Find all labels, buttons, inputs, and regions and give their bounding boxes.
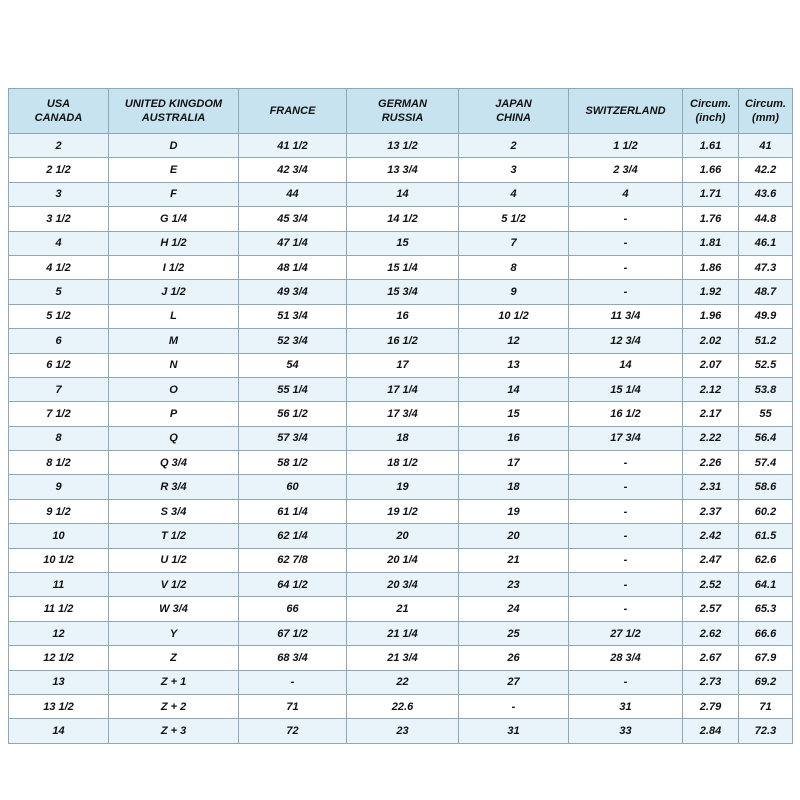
- cell-uk-australia: M: [109, 329, 239, 353]
- cell-circum-mm: 42.2: [739, 158, 793, 182]
- header-line: GERMAN: [378, 97, 427, 110]
- cell-german-russia: 15 3/4: [347, 280, 459, 304]
- cell-uk-australia: Z: [109, 646, 239, 670]
- cell-circum-inch: 2.37: [683, 499, 739, 523]
- cell-france: 62 1/4: [239, 524, 347, 548]
- cell-switzerland: 16 1/2: [569, 402, 683, 426]
- cell-japan-china: 31: [459, 719, 569, 743]
- cell-circum-mm: 57.4: [739, 451, 793, 475]
- header-line: SWITZERLAND: [585, 104, 666, 117]
- cell-usa-canada: 9: [9, 475, 109, 499]
- header-line: (inch): [695, 112, 726, 124]
- table-row: [9, 621, 793, 645]
- header-line: CANADA: [34, 112, 83, 124]
- table-row: [9, 573, 793, 597]
- cell-france: 68 3/4: [239, 646, 347, 670]
- cell-german-russia: 14: [347, 182, 459, 206]
- table-row: [9, 280, 793, 304]
- cell-circum-mm: 72.3: [739, 719, 793, 743]
- cell-usa-canada: 2 1/2: [9, 158, 109, 182]
- cell-usa-canada: 6 1/2: [9, 353, 109, 377]
- cell-switzerland: 4: [569, 182, 683, 206]
- cell-circum-mm: 48.7: [739, 280, 793, 304]
- table-row: [9, 499, 793, 523]
- header-line: AUSTRALIA: [141, 112, 206, 124]
- cell-switzerland: 1 1/2: [569, 134, 683, 158]
- cell-circum-inch: 2.57: [683, 597, 739, 621]
- cell-japan-china: 25: [459, 621, 569, 645]
- table-row: [9, 548, 793, 572]
- cell-japan-china: 17: [459, 451, 569, 475]
- cell-uk-australia: S 3/4: [109, 499, 239, 523]
- cell-japan-china: 14: [459, 377, 569, 401]
- cell-german-russia: 18: [347, 426, 459, 450]
- cell-circum-mm: 46.1: [739, 231, 793, 255]
- header-line: FRANCE: [269, 104, 316, 117]
- header-line: JAPAN: [495, 97, 532, 110]
- table-row: [9, 719, 793, 743]
- cell-switzerland: 27 1/2: [569, 621, 683, 645]
- table-row: [9, 475, 793, 499]
- cell-switzerland: 17 3/4: [569, 426, 683, 450]
- cell-usa-canada: 10 1/2: [9, 548, 109, 572]
- cell-circum-inch: 2.26: [683, 451, 739, 475]
- cell-german-russia: 17: [347, 353, 459, 377]
- cell-usa-canada: 2: [9, 134, 109, 158]
- cell-japan-china: 18: [459, 475, 569, 499]
- cell-switzerland: 15 1/4: [569, 377, 683, 401]
- cell-uk-australia: D: [109, 134, 239, 158]
- cell-japan-china: 21: [459, 548, 569, 572]
- cell-circum-inch: 2.17: [683, 402, 739, 426]
- cell-circum-mm: 71: [739, 694, 793, 718]
- cell-german-russia: 19 1/2: [347, 499, 459, 523]
- cell-switzerland: -: [569, 451, 683, 475]
- cell-france: 62 7/8: [239, 548, 347, 572]
- cell-german-russia: 18 1/2: [347, 451, 459, 475]
- cell-uk-australia: V 1/2: [109, 573, 239, 597]
- cell-switzerland: 12 3/4: [569, 329, 683, 353]
- cell-uk-australia: Z + 2: [109, 694, 239, 718]
- table-row: [9, 451, 793, 475]
- cell-france: -: [239, 670, 347, 694]
- cell-circum-inch: 2.79: [683, 694, 739, 718]
- cell-japan-china: 2: [459, 134, 569, 158]
- cell-france: 64 1/2: [239, 573, 347, 597]
- cell-circum-mm: 55: [739, 402, 793, 426]
- cell-japan-china: 16: [459, 426, 569, 450]
- cell-circum-inch: 1.92: [683, 280, 739, 304]
- cell-german-russia: 17 3/4: [347, 402, 459, 426]
- cell-uk-australia: W 3/4: [109, 597, 239, 621]
- cell-switzerland: 2 3/4: [569, 158, 683, 182]
- header-line: (mm): [752, 112, 779, 124]
- cell-uk-australia: P: [109, 402, 239, 426]
- header-switzerland: [569, 89, 683, 134]
- table-row: [9, 231, 793, 255]
- table-header-row: [9, 89, 793, 134]
- cell-uk-australia: Q: [109, 426, 239, 450]
- cell-france: 57 3/4: [239, 426, 347, 450]
- cell-circum-mm: 49.9: [739, 304, 793, 328]
- cell-german-russia: 20 1/4: [347, 548, 459, 572]
- cell-circum-mm: 67.9: [739, 646, 793, 670]
- cell-france: 44: [239, 182, 347, 206]
- cell-circum-inch: 1.86: [683, 255, 739, 279]
- table-row: [9, 255, 793, 279]
- header-line: Circum.: [745, 97, 786, 110]
- cell-german-russia: 20 3/4: [347, 573, 459, 597]
- cell-france: 49 3/4: [239, 280, 347, 304]
- cell-switzerland: -: [569, 573, 683, 597]
- table-row: [9, 304, 793, 328]
- cell-japan-china: 15: [459, 402, 569, 426]
- cell-switzerland: -: [569, 499, 683, 523]
- cell-german-russia: 17 1/4: [347, 377, 459, 401]
- cell-circum-mm: 66.6: [739, 621, 793, 645]
- cell-circum-mm: 41: [739, 134, 793, 158]
- cell-france: 67 1/2: [239, 621, 347, 645]
- cell-switzerland: -: [569, 231, 683, 255]
- header-japan-china: [459, 89, 569, 134]
- cell-circum-mm: 65.3: [739, 597, 793, 621]
- cell-circum-inch: 1.71: [683, 182, 739, 206]
- cell-german-russia: 21 1/4: [347, 621, 459, 645]
- cell-switzerland: -: [569, 280, 683, 304]
- cell-japan-china: 12: [459, 329, 569, 353]
- cell-japan-china: 23: [459, 573, 569, 597]
- cell-circum-mm: 60.2: [739, 499, 793, 523]
- header-german-russia: [347, 89, 459, 134]
- cell-uk-australia: Y: [109, 621, 239, 645]
- cell-usa-canada: 8: [9, 426, 109, 450]
- cell-usa-canada: 13: [9, 670, 109, 694]
- header-usa-canada: [9, 89, 109, 134]
- cell-circum-inch: 1.66: [683, 158, 739, 182]
- cell-japan-china: 19: [459, 499, 569, 523]
- cell-usa-canada: 11: [9, 573, 109, 597]
- cell-switzerland: -: [569, 524, 683, 548]
- header-line: RUSSIA: [381, 112, 424, 124]
- cell-circum-mm: 56.4: [739, 426, 793, 450]
- cell-uk-australia: T 1/2: [109, 524, 239, 548]
- cell-france: 45 3/4: [239, 207, 347, 231]
- cell-circum-mm: 53.8: [739, 377, 793, 401]
- cell-circum-inch: 2.31: [683, 475, 739, 499]
- cell-france: 71: [239, 694, 347, 718]
- cell-german-russia: 13 3/4: [347, 158, 459, 182]
- table-row: [9, 402, 793, 426]
- ring-size-table: [8, 88, 793, 744]
- cell-japan-china: 10 1/2: [459, 304, 569, 328]
- cell-circum-inch: 2.47: [683, 548, 739, 572]
- cell-japan-china: 8: [459, 255, 569, 279]
- cell-switzerland: -: [569, 255, 683, 279]
- cell-uk-australia: Z + 1: [109, 670, 239, 694]
- cell-france: 41 1/2: [239, 134, 347, 158]
- cell-france: 60: [239, 475, 347, 499]
- cell-circum-mm: 61.5: [739, 524, 793, 548]
- table-row: [9, 670, 793, 694]
- cell-german-russia: 14 1/2: [347, 207, 459, 231]
- cell-german-russia: 19: [347, 475, 459, 499]
- cell-france: 72: [239, 719, 347, 743]
- cell-usa-canada: 7: [9, 377, 109, 401]
- cell-switzerland: -: [569, 548, 683, 572]
- table-row: [9, 426, 793, 450]
- cell-france: 51 3/4: [239, 304, 347, 328]
- cell-german-russia: 16: [347, 304, 459, 328]
- table-row: [9, 329, 793, 353]
- table-row: [9, 182, 793, 206]
- table-row: [9, 646, 793, 670]
- cell-usa-canada: 4: [9, 231, 109, 255]
- table-row: [9, 694, 793, 718]
- cell-usa-canada: 12: [9, 621, 109, 645]
- cell-uk-australia: J 1/2: [109, 280, 239, 304]
- cell-japan-china: 20: [459, 524, 569, 548]
- cell-german-russia: 23: [347, 719, 459, 743]
- cell-france: 56 1/2: [239, 402, 347, 426]
- cell-german-russia: 15 1/4: [347, 255, 459, 279]
- header-line: CHINA: [496, 112, 531, 124]
- cell-usa-canada: 4 1/2: [9, 255, 109, 279]
- cell-circum-inch: 2.62: [683, 621, 739, 645]
- cell-uk-australia: Z + 3: [109, 719, 239, 743]
- cell-japan-china: 4: [459, 182, 569, 206]
- cell-usa-canada: 13 1/2: [9, 694, 109, 718]
- cell-switzerland: 31: [569, 694, 683, 718]
- cell-circum-inch: 1.76: [683, 207, 739, 231]
- cell-japan-china: 13: [459, 353, 569, 377]
- cell-japan-china: 5 1/2: [459, 207, 569, 231]
- cell-circum-inch: 2.02: [683, 329, 739, 353]
- cell-circum-inch: 1.61: [683, 134, 739, 158]
- header-france: [239, 89, 347, 134]
- table-body: [9, 134, 793, 744]
- cell-uk-australia: Q 3/4: [109, 451, 239, 475]
- cell-usa-canada: 8 1/2: [9, 451, 109, 475]
- cell-switzerland: -: [569, 597, 683, 621]
- cell-france: 61 1/4: [239, 499, 347, 523]
- cell-switzerland: 28 3/4: [569, 646, 683, 670]
- cell-circum-mm: 62.6: [739, 548, 793, 572]
- cell-france: 52 3/4: [239, 329, 347, 353]
- cell-usa-canada: 10: [9, 524, 109, 548]
- cell-uk-australia: R 3/4: [109, 475, 239, 499]
- cell-uk-australia: N: [109, 353, 239, 377]
- table-row: [9, 524, 793, 548]
- cell-circum-inch: 1.96: [683, 304, 739, 328]
- header-circum-inch: [683, 89, 739, 134]
- cell-france: 54: [239, 353, 347, 377]
- cell-france: 48 1/4: [239, 255, 347, 279]
- table-row: [9, 377, 793, 401]
- cell-uk-australia: F: [109, 182, 239, 206]
- cell-switzerland: 11 3/4: [569, 304, 683, 328]
- cell-france: 55 1/4: [239, 377, 347, 401]
- cell-circum-inch: 2.12: [683, 377, 739, 401]
- cell-usa-canada: 5: [9, 280, 109, 304]
- header-line: Circum.: [690, 97, 731, 110]
- cell-circum-mm: 58.6: [739, 475, 793, 499]
- cell-usa-canada: 11 1/2: [9, 597, 109, 621]
- cell-france: 58 1/2: [239, 451, 347, 475]
- cell-circum-inch: 2.52: [683, 573, 739, 597]
- cell-usa-canada: 14: [9, 719, 109, 743]
- cell-german-russia: 20: [347, 524, 459, 548]
- cell-japan-china: 3: [459, 158, 569, 182]
- cell-circum-mm: 69.2: [739, 670, 793, 694]
- cell-circum-inch: 2.22: [683, 426, 739, 450]
- cell-switzerland: -: [569, 670, 683, 694]
- cell-switzerland: -: [569, 475, 683, 499]
- table-row: [9, 207, 793, 231]
- cell-uk-australia: U 1/2: [109, 548, 239, 572]
- cell-france: 66: [239, 597, 347, 621]
- cell-german-russia: 22.6: [347, 694, 459, 718]
- header-line: UNITED KINGDOM: [124, 97, 223, 110]
- cell-usa-canada: 12 1/2: [9, 646, 109, 670]
- cell-uk-australia: O: [109, 377, 239, 401]
- cell-usa-canada: 9 1/2: [9, 499, 109, 523]
- cell-circum-mm: 52.5: [739, 353, 793, 377]
- cell-german-russia: 22: [347, 670, 459, 694]
- cell-circum-inch: 2.73: [683, 670, 739, 694]
- cell-german-russia: 13 1/2: [347, 134, 459, 158]
- cell-circum-mm: 44.8: [739, 207, 793, 231]
- cell-circum-inch: 2.07: [683, 353, 739, 377]
- cell-uk-australia: L: [109, 304, 239, 328]
- table-row: [9, 597, 793, 621]
- cell-japan-china: -: [459, 694, 569, 718]
- cell-german-russia: 16 1/2: [347, 329, 459, 353]
- cell-circum-mm: 43.6: [739, 182, 793, 206]
- cell-france: 42 3/4: [239, 158, 347, 182]
- cell-uk-australia: I 1/2: [109, 255, 239, 279]
- cell-circum-inch: 2.42: [683, 524, 739, 548]
- cell-switzerland: -: [569, 207, 683, 231]
- cell-japan-china: 24: [459, 597, 569, 621]
- cell-japan-china: 7: [459, 231, 569, 255]
- cell-german-russia: 21: [347, 597, 459, 621]
- cell-circum-inch: 1.81: [683, 231, 739, 255]
- table-row: [9, 158, 793, 182]
- cell-france: 47 1/4: [239, 231, 347, 255]
- cell-japan-china: 27: [459, 670, 569, 694]
- header-circum-mm: [739, 89, 793, 134]
- cell-switzerland: 14: [569, 353, 683, 377]
- cell-german-russia: 21 3/4: [347, 646, 459, 670]
- cell-usa-canada: 3: [9, 182, 109, 206]
- cell-circum-mm: 64.1: [739, 573, 793, 597]
- cell-usa-canada: 6: [9, 329, 109, 353]
- header-uk-australia: [109, 89, 239, 134]
- cell-switzerland: 33: [569, 719, 683, 743]
- cell-german-russia: 15: [347, 231, 459, 255]
- cell-circum-inch: 2.84: [683, 719, 739, 743]
- cell-circum-mm: 51.2: [739, 329, 793, 353]
- table-row: [9, 353, 793, 377]
- cell-japan-china: 9: [459, 280, 569, 304]
- table-row: [9, 134, 793, 158]
- cell-usa-canada: 3 1/2: [9, 207, 109, 231]
- ring-size-conversion-table-wrap: [8, 88, 792, 744]
- header-line: USA: [46, 97, 71, 110]
- cell-circum-inch: 2.67: [683, 646, 739, 670]
- cell-uk-australia: E: [109, 158, 239, 182]
- cell-uk-australia: G 1/4: [109, 207, 239, 231]
- cell-usa-canada: 5 1/2: [9, 304, 109, 328]
- cell-japan-china: 26: [459, 646, 569, 670]
- cell-usa-canada: 7 1/2: [9, 402, 109, 426]
- cell-uk-australia: H 1/2: [109, 231, 239, 255]
- cell-circum-mm: 47.3: [739, 255, 793, 279]
